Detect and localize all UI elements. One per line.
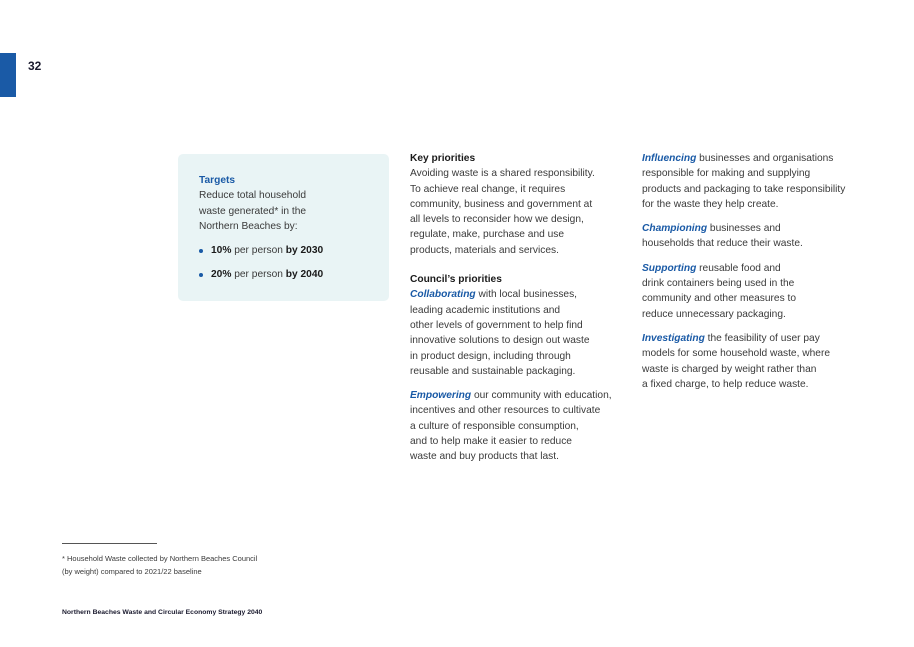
document-footer-title: Northern Beaches Waste and Circular Economy Strategy 2040: [62, 609, 263, 616]
paragraph-line: incentives and other resources to cultivate: [410, 405, 601, 417]
paragraph-line: waste and buy products that last.: [410, 451, 559, 463]
paragraph-line: with local businesses,: [475, 289, 578, 301]
championing-section: [642, 221, 857, 252]
targets-intro-line: Reduce total household: [199, 190, 307, 202]
target-year: by 2030: [285, 245, 324, 257]
supporting-keyword: Supporting: [642, 262, 697, 274]
footnote-divider: [62, 543, 157, 544]
championing-keyword: Championing: [642, 223, 708, 235]
priorities-column: [410, 151, 622, 474]
targets-list: [199, 243, 369, 283]
paragraph-line: reduce unnecessary packaging.: [642, 308, 786, 320]
actions-column: [642, 151, 857, 401]
paragraph-line: waste is charged by weight rather than: [642, 363, 817, 375]
target-value: 20%: [211, 269, 232, 281]
paragraph-line: our community with education,: [471, 390, 612, 402]
collaborating-keyword: Collaborating: [410, 289, 476, 301]
paragraph-line: reusable food and: [696, 262, 781, 274]
target-year: by 2040: [285, 269, 324, 281]
paragraph-line: a culture of responsible consumption,: [410, 420, 579, 432]
paragraph-line: innovative solutions to design out waste: [410, 335, 590, 347]
target-item: [199, 267, 369, 282]
investigating-section: [642, 331, 857, 392]
key-priorities-heading: Key priorities: [410, 153, 476, 164]
paragraph-line: for the waste they help create.: [642, 198, 779, 210]
paragraph-line: regulate, make, purchase and use: [410, 229, 565, 241]
paragraph-line: To achieve real change, it requires: [410, 183, 566, 195]
paragraph-line: leading academic institutions and: [410, 304, 561, 316]
councils-priorities-heading: Council’s priorities: [410, 274, 502, 286]
paragraph-line: drink containers being used in the: [642, 278, 795, 290]
paragraph-line: all levels to reconsider how we design,: [410, 214, 584, 226]
influencing-keyword: Influencing: [642, 153, 697, 164]
footnote-line: * Household Waste collected by Northern Beaches Council: [62, 554, 258, 563]
empowering-section: [410, 388, 622, 464]
paragraph-line: products and packaging to take responsibility: [642, 183, 846, 195]
targets-box: [178, 154, 389, 301]
paragraph-line: models for some household waste, where: [642, 348, 831, 360]
key-priorities-section: [410, 151, 622, 258]
paragraph-line: responsible for making and supplying: [642, 168, 811, 180]
paragraph-line: households that reduce their waste.: [642, 238, 803, 250]
paragraph-line: Avoiding waste is a shared responsibility.: [410, 168, 595, 180]
target-item: [199, 243, 369, 258]
page-number: 32: [28, 59, 42, 73]
targets-title: Targets: [199, 175, 236, 186]
footnote: [62, 553, 302, 578]
target-value: 10%: [211, 245, 232, 257]
paragraph-line: community, business and government at: [410, 198, 593, 210]
empowering-keyword: Empowering: [410, 390, 472, 402]
targets-intro-line: Northern Beaches by:: [199, 220, 298, 232]
paragraph-line: a fixed charge, to help reduce waste.: [642, 378, 809, 390]
paragraph-line: and to help make it easier to reduce: [410, 436, 572, 448]
paragraph-line: businesses and organisations: [696, 153, 834, 164]
paragraph-line: community and other measures to: [642, 293, 797, 305]
influencing-section: [642, 151, 857, 212]
target-text: per person: [231, 269, 286, 281]
targets-intro-line: waste generated* in the: [199, 205, 307, 217]
paragraph-line: in product design, including through: [410, 350, 571, 362]
paragraph-line: products, materials and services.: [410, 244, 559, 256]
footnote-line: (by weight) compared to 2021/22 baseline: [62, 566, 202, 576]
supporting-section: [642, 261, 857, 322]
investigating-keyword: Investigating: [642, 332, 705, 344]
page-tab-marker: [0, 53, 16, 97]
collaborating-section: [410, 272, 622, 379]
paragraph-line: the feasibility of user pay: [704, 332, 820, 344]
paragraph-line: reusable and sustainable packaging.: [410, 365, 576, 377]
target-text: per person: [231, 245, 286, 257]
paragraph-line: other levels of government to help find: [410, 319, 583, 331]
paragraph-line: businesses and: [707, 223, 781, 235]
